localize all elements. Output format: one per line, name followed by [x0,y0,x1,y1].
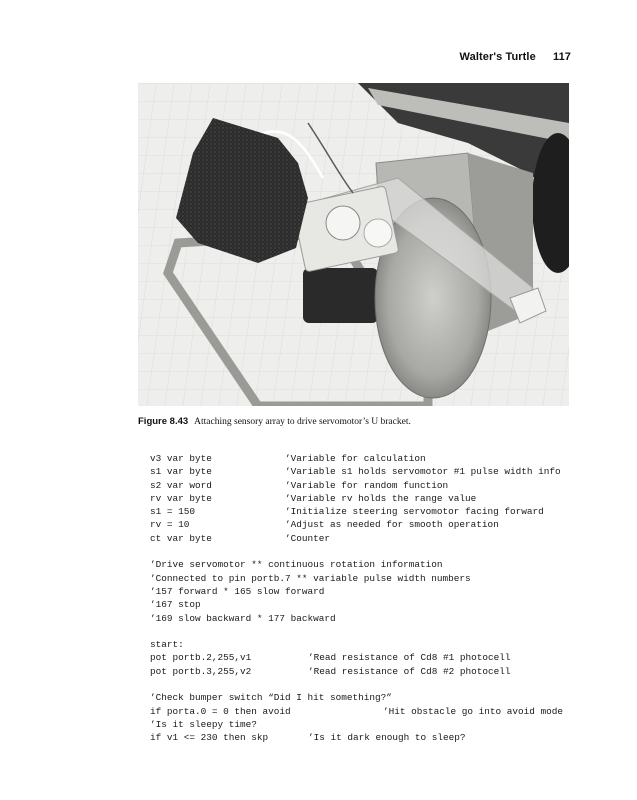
code-statement: if porta.0 = 0 then avoid [150,705,291,717]
code-comment: ’Variable for random function [285,479,449,491]
code-statement: rv var byte [150,492,212,504]
code-comment-line: ’Connected to pin portb.7 ** variable pulse width numbers [150,572,471,584]
code-comment: ’Read resistance of Cd8 #1 photocell [308,652,511,664]
code-line [150,718,590,731]
code-listing [150,452,590,745]
code-line [150,612,590,625]
running-head [460,51,571,63]
code-statement: pot portb.2,255,v1 [150,652,252,664]
code-line [150,452,590,465]
code-line [150,518,590,531]
code-line [150,598,590,611]
code-line [150,691,590,704]
code-statement: s2 var word [150,479,212,491]
code-line [150,558,590,571]
code-statement: s1 var byte [150,466,212,478]
code-statement: pot portb.3,255,v2 [150,665,252,677]
code-comment-line: ’Is it sleepy time? [150,718,257,730]
figure-label: Figure 8.43 [138,416,189,427]
code-line [150,492,590,505]
code-label: start: [150,639,184,651]
chapter-title: Walter's Turtle [459,51,536,63]
code-statement: ct var byte [150,532,212,544]
code-line [150,532,590,545]
code-comment: ’Adjust as needed for smooth operation [285,519,499,531]
code-comment-line: ’167 stop [150,599,201,611]
code-line [150,479,590,492]
photocell-sensor-2 [364,219,392,247]
code-statement: rv = 10 [150,519,190,531]
code-line [150,651,590,664]
code-comment: ’Counter [285,532,331,544]
code-comment: ’Hit obstacle go into avoid mode [383,705,564,717]
robot-photo-illustration [138,83,569,406]
code-comment: ’Is it dark enough to sleep? [308,732,466,744]
code-line [150,638,590,651]
code-blank-line [150,678,590,691]
code-line [150,665,590,678]
code-comment-line: ’157 forward * 165 slow forward [150,585,325,597]
code-blank-line [150,625,590,638]
servomotor-body [303,268,378,323]
code-line [150,731,590,744]
code-line [150,465,590,478]
code-comment: ’Variable s1 holds servomotor #1 pulse width info [285,466,561,478]
code-line [150,572,590,585]
code-comment-line: ’Check bumper switch “Did I hit something?” [150,692,392,704]
code-line [150,585,590,598]
code-line [150,505,590,518]
code-statement: s1 = 150 [150,506,196,518]
caption-text: Attaching sensory array to drive servomotor’s U bracket. [194,417,411,427]
code-comment: ’Variable for calculation [285,453,426,464]
page-number: 117 [552,51,571,63]
figure-caption [138,416,411,427]
code-statement: if v1 <= 230 then skp [150,732,269,744]
code-comment: ’Initialize steering servomotor facing forward [285,506,544,518]
code-comment-line: ’169 slow backward * 177 backward [150,612,336,624]
code-blank-line [150,545,590,558]
photocell-sensor [326,206,360,240]
code-line [150,705,590,718]
figure-photo [138,83,569,406]
code-comment-line: ’Drive servomotor ** continuous rotation information [150,559,443,571]
code-comment: ’Variable rv holds the range value [285,492,477,504]
code-comment: ’Read resistance of Cd8 #2 photocell [308,665,511,677]
code-statement: v3 var byte [150,453,212,464]
